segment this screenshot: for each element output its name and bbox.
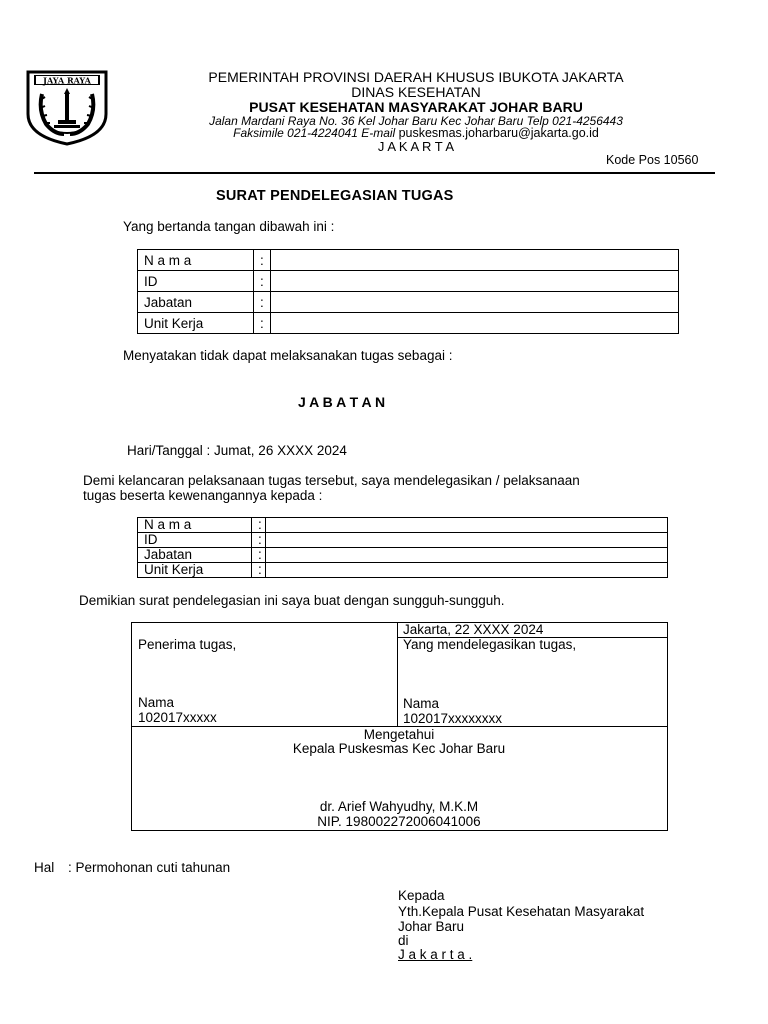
header-divider xyxy=(34,172,715,174)
delegation-text-line2: tugas beserta kewenangannya kepada : xyxy=(83,488,323,503)
row-label: ID xyxy=(138,271,254,292)
header-institution: PUSAT KESEHATAN MASYARAKAT JOHAR BARU xyxy=(249,99,583,115)
table-row xyxy=(138,563,668,578)
row-colon: : xyxy=(252,563,266,578)
delegator-role: Yang mendelegasikan tugas, xyxy=(403,637,577,652)
row-label: Jabatan xyxy=(138,292,254,313)
row-colon: : xyxy=(254,313,271,334)
table-row xyxy=(138,548,668,563)
row-colon: : xyxy=(252,548,266,563)
delegation-text-line1: Demi kelancaran pelaksanaan tugas tersebut, saya mendelegasikan / pelaksanaan xyxy=(83,473,580,488)
signature-divider-vertical xyxy=(397,622,398,726)
row-value[interactable] xyxy=(271,271,679,292)
address-city: J a k a r t a . xyxy=(398,947,473,962)
header-department: DINAS KESEHATAN xyxy=(351,84,481,100)
address-recipient: Yth.Kepala Pusat Kesehatan Masyarakat xyxy=(398,904,645,919)
document-title: SURAT PENDELEGASIAN TUGAS xyxy=(216,188,454,204)
receiver-role: Penerima tugas, xyxy=(138,637,237,652)
table-row xyxy=(138,518,668,533)
row-value[interactable] xyxy=(266,548,668,563)
row-label: Unit Kerja xyxy=(138,563,252,578)
row-label: ID xyxy=(138,533,252,548)
delegator-table xyxy=(137,249,679,334)
table-row xyxy=(138,250,679,271)
header-address: Jalan Mardani Raya No. 36 Kel Johar Baru Kec Johar Baru Telp 021-4256443 xyxy=(209,114,623,128)
statement-text: Menyatakan tidak dapat melaksanakan tugas sebagai : xyxy=(123,348,453,363)
header-email: puskesmas.joharbaru@jakarta.go.id xyxy=(398,126,599,140)
header-government: PEMERINTAH PROVINSI DAERAH KHUSUS IBUKOTA JAKARTA xyxy=(208,69,624,85)
header-city: J A K A R T A xyxy=(377,139,455,154)
acknowledgement-title: Kepala Puskesmas Kec Johar Baru xyxy=(292,741,506,756)
header-postal-code: Kode Pos 10560 xyxy=(606,153,699,167)
delegate-table xyxy=(137,517,668,578)
row-value[interactable] xyxy=(266,563,668,578)
intro-text: Yang bertanda tangan dibawah ini : xyxy=(123,219,335,234)
row-colon: : xyxy=(254,250,271,271)
header-contact xyxy=(130,126,702,140)
header-fax: Faksimile 021-4224041 E-mail xyxy=(233,126,399,140)
address-to: Kepada xyxy=(398,888,445,903)
row-colon: : xyxy=(254,292,271,313)
receiver-name: Nama xyxy=(138,695,175,710)
address-recipient-unit: Johar Baru xyxy=(398,919,465,934)
delegator-name: Nama xyxy=(403,696,440,711)
signature-place-date: Jakarta, 22 XXXX 2024 xyxy=(403,622,544,637)
table-row xyxy=(138,313,679,334)
row-label: N a m a xyxy=(138,518,252,533)
row-value[interactable] xyxy=(266,518,668,533)
row-label: N a m a xyxy=(138,250,254,271)
table-row xyxy=(138,271,679,292)
row-value[interactable] xyxy=(271,292,679,313)
receiver-id: 102017xxxxx xyxy=(138,710,217,725)
row-label: Unit Kerja xyxy=(138,313,254,334)
row-value[interactable] xyxy=(271,313,679,334)
row-value[interactable] xyxy=(271,250,679,271)
closing-text: Demikian surat pendelegasian ini saya buat dengan sungguh-sungguh. xyxy=(79,593,505,608)
row-value[interactable] xyxy=(266,533,668,548)
subject-value: : Permohonan cuti tahunan xyxy=(68,860,231,875)
head-nip: NIP. 198002272006041006 xyxy=(317,814,481,829)
acknowledgement-label: Mengetahui xyxy=(363,727,435,742)
row-colon: : xyxy=(252,533,266,548)
row-colon: : xyxy=(252,518,266,533)
head-name: dr. Arief Wahyudhy, M.K.M xyxy=(319,799,479,814)
row-label: Jabatan xyxy=(138,548,252,563)
subject-label: Hal xyxy=(34,860,55,875)
jakarta-emblem-logo xyxy=(24,70,110,146)
row-colon: : xyxy=(254,271,271,292)
position-heading: J A B A T A N xyxy=(298,394,386,410)
table-row xyxy=(138,292,679,313)
date-line: Hari/Tanggal : Jumat, 26 XXXX 2024 xyxy=(127,443,347,458)
table-row xyxy=(138,533,668,548)
svg-text:JAYA RAYA: JAYA RAYA xyxy=(43,75,91,86)
address-preposition: di xyxy=(398,933,409,948)
delegator-id: 102017xxxxxxxx xyxy=(403,711,503,726)
